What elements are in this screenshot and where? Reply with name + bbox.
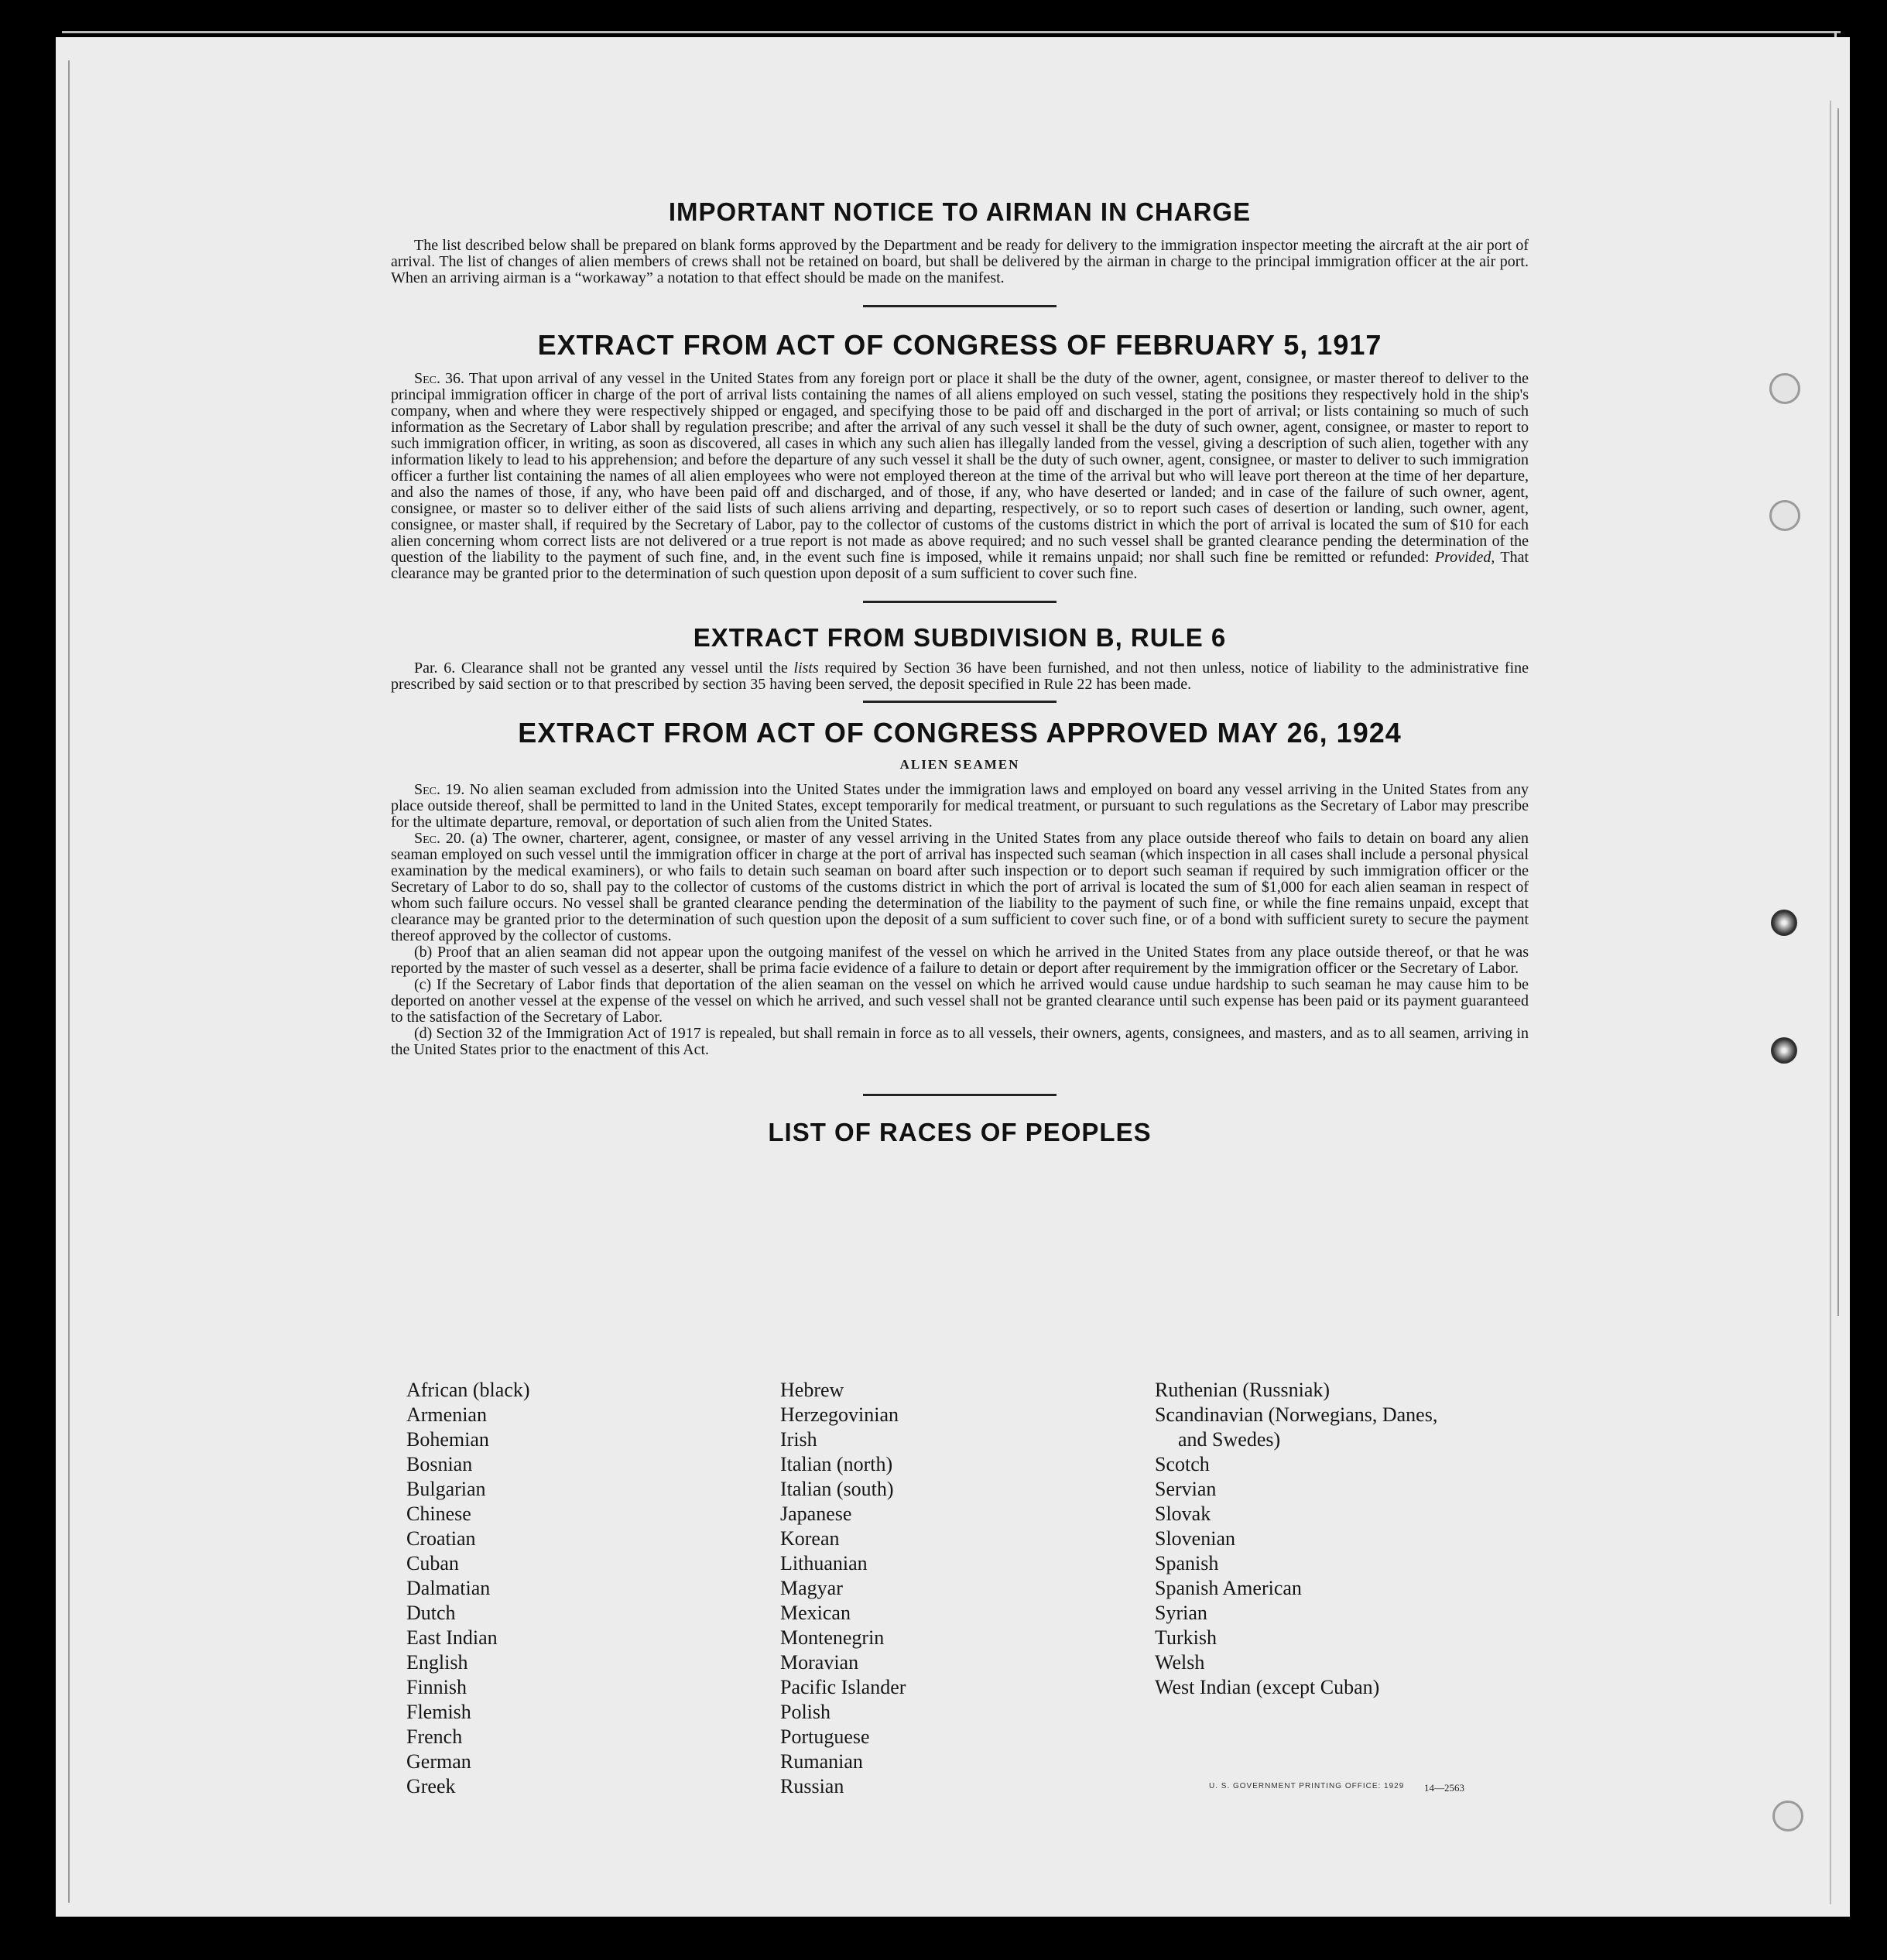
race-item: Montenegrin (780, 1626, 885, 1649)
race-item: English (406, 1651, 468, 1674)
race-item: Herzegovinian (780, 1403, 899, 1426)
race-item: Croatian (406, 1527, 476, 1550)
race-item: and Swedes) (1178, 1428, 1281, 1451)
race-item: German (406, 1750, 471, 1773)
race-item: Polish (780, 1701, 831, 1723)
act-1924-sec-20c: (c) If the Secretary of Labor finds that deportation of the alien seaman on the vessel on which he arrived would cause undue hardship to such seaman he may cause him to be deported on another vessel at the expense of the vessel on which he arrived, and such vessel shall not be granted clearance until such expense has been paid or its payment guaranteed to the satisfaction of the Secretary of Labor. (391, 976, 1529, 1026)
races-title: LIST OF RACES OF PEOPLES (768, 1118, 1152, 1146)
race-item: Korean (780, 1527, 840, 1550)
race-item: Armenian (406, 1403, 487, 1426)
notice-title: IMPORTANT NOTICE TO AIRMAN IN CHARGE (668, 197, 1252, 226)
page-edge (62, 31, 1841, 33)
rule-text: required by Section 36 have been furnished, and not then unless, notice of liability to the administrative fine prescribed by said section or to that prescribed by section 35 having been served, the deposit specified in Rule 22 has been made. (391, 660, 1529, 693)
race-item: Russian (780, 1775, 844, 1797)
race-item: Spanish (1155, 1552, 1219, 1575)
race-item: Syrian (1155, 1602, 1207, 1624)
race-item: Pacific Islander (780, 1676, 906, 1698)
divider (863, 1094, 1057, 1096)
race-item: Italian (south) (780, 1478, 894, 1500)
race-item: Bohemian (406, 1428, 489, 1451)
section-label: Sec. 36. (414, 370, 465, 387)
race-item: Slovenian (1155, 1527, 1235, 1550)
race-item: Magyar (780, 1577, 843, 1599)
punch-hole-icon (1769, 500, 1800, 531)
divider (863, 701, 1057, 703)
race-item: Servian (1155, 1478, 1217, 1500)
notice-body: The list described below shall be prepared on blank forms approved by the Department and be ready for delivery to the immigration inspector meeting the aircraft at the air port of arrival. The list of changes of alien members of crews shall not be retained on board, but shall be delivered by the airman in charge to the principal immigration officer at the air port. When an arriving airman is a “workaway” a notation to that effect should be made on the manifest. (391, 237, 1529, 286)
provided-word: Provided, (1434, 549, 1495, 566)
race-item: Irish (780, 1428, 817, 1451)
race-item: Hebrew (780, 1379, 844, 1401)
races-column-3 (1155, 1378, 1437, 1700)
races-column-2 (780, 1378, 906, 1799)
race-item: Rumanian (780, 1750, 863, 1773)
race-item: Cuban (406, 1552, 459, 1575)
race-item: Moravian (780, 1651, 859, 1674)
race-item: Greek (406, 1775, 456, 1797)
punch-hole-icon (1769, 373, 1800, 404)
section-label: Sec. 19. (414, 781, 465, 798)
race-item: West Indian (except Cuban) (1155, 1676, 1380, 1698)
race-item: Finnish (406, 1676, 467, 1698)
act-1917-title: EXTRACT FROM ACT OF CONGRESS OF FEBRUARY 5, 1917 (537, 329, 1382, 361)
lists-word: lists (793, 660, 819, 677)
rule-text: Par. 6. Clearance shall not be granted any vessel until the (414, 660, 788, 677)
race-item: Ruthenian (Russniak) (1155, 1379, 1330, 1401)
fastener-icon (1771, 910, 1797, 936)
race-item: Lithuanian (780, 1552, 868, 1575)
form-number: 14—2563 (1424, 1782, 1464, 1794)
section-text: That clearance may be granted prior to the determination of such question upon deposit of a sum sufficient to cover such fine. (391, 549, 1529, 582)
race-item: Italian (north) (780, 1453, 893, 1475)
divider (863, 601, 1057, 603)
section-text: No alien seaman excluded from admission into the United States under the immigration laws and employed on board any vessel arriving in the United States from any place outside thereof, shall be permitted to land in the United States, except temporarily for medical treatment, or pursuant to such regulations as the Secretary of Labor may prescribe for the ultimate departure, removal, or deportation of such alien from the United States. (391, 781, 1529, 831)
race-item: French (406, 1725, 463, 1748)
act-1924-sec-20a (391, 831, 1529, 944)
race-item: Spanish American (1155, 1577, 1302, 1599)
race-item: East Indian (406, 1626, 498, 1649)
race-item: Flemish (406, 1701, 471, 1723)
race-item: Slovak (1155, 1503, 1211, 1525)
rule-6-title: EXTRACT FROM SUBDIVISION B, RULE 6 (693, 623, 1227, 652)
race-item: Portuguese (780, 1725, 870, 1748)
rule-6-body (391, 660, 1529, 693)
fastener-icon (1771, 1037, 1797, 1064)
divider (863, 305, 1057, 307)
act-1924-sec-19 (391, 782, 1529, 831)
alien-seamen-subtitle: ALIEN SEAMEN (899, 757, 1020, 772)
act-1917-sec-36 (391, 371, 1529, 582)
race-item: Bosnian (406, 1453, 473, 1475)
race-item: Mexican (780, 1602, 851, 1624)
race-item: Scandinavian (Norwegians, Danes, (1155, 1403, 1438, 1426)
page-edge (1837, 108, 1839, 1316)
section-text: That upon arrival of any vessel in the United States from any foreign port or place it shall be the duty of the owner, agent, consignee, or master thereof to deliver to the principal immigration officer in charge of the port of arrival lists containing the names of all aliens employed on such vessel, stating the positions they respectively hold in the ship's company, when and where they were respectively shipped or engaged, and specifying those to be paid off and discharged in the port of arrival; or lists containing so much of such information as the Secretary of Labor shall by regulation prescribe; and after the arrival of any such vessel it shall be the duty of such owner, agent, consignee, or master to report to such immigration officer, in writing, as soon as discovered, all cases in which any such alien has illegally landed from the vessel, giving a description of such alien, together with any information likely to lead to his apprehension; and before the departure of any such vessel it shall be the duty of such owner, agent, consignee, or master to deliver to such immigration officer a further list containing the names of all alien employees who were not employed thereon at the time of the arrival but who will leave port thereon at the time of her departure, and also the names of those, if any, who have been paid off and discharged, and of those, if any, who have deserted or landed; and in case of the failure of such owner, agent, consignee, or master so to deliver either of the said lists of such aliens arriving and departing, respectively, or so to report such cases of desertion or landing, such owner, agent, consignee, or master shall, if required by the Secretary of Labor, pay to the collector of customs of the customs district in which the port of arrival is located the sum of $10 for each alien concerning whom correct lists are not delivered or a true report is not made as above required; and no such vessel shall be granted clearance pending the determination of the question of the liability to the payment of such fine, and, in the event such fine is imposed, while it remains unpaid; nor shall such fine be remitted or refunded: (391, 370, 1529, 566)
document-body (391, 197, 1529, 1147)
act-1924-sec-20b: (b) Proof that an alien seaman did not appear upon the outgoing manifest of the vessel on which he arrived in the United States from any place outside thereof, or that he was reported by the master of such vessel as a deserter, shall be prima facie evidence of a failure to detain or deport after requirement by the immigration officer or the Secretary of Labor. (391, 944, 1529, 977)
race-item: Chinese (406, 1503, 471, 1525)
race-item: Japanese (780, 1503, 852, 1525)
punch-hole-icon (1772, 1801, 1803, 1832)
section-label: Sec. 20. (414, 830, 465, 847)
races-column-1 (406, 1378, 530, 1799)
race-item: African (black) (406, 1379, 530, 1401)
race-item: Dutch (406, 1602, 456, 1624)
section-text: (a) The owner, charterer, agent, consignee, or master of any vessel arriving in the United States from any place outside thereof who fails to detain on board any alien seaman employed on such vessel until the immigration officer in charge at the port of arrival has inspected such seaman (which inspection in all cases shall include a personal physical examination by the medical examiners), or who fails to detain such seaman on board after such inspection or to deport such seaman if required by such immigration officer or the Secretary of Labor to do so, shall pay to the collector of customs of the customs district in which the port of arrival is located the sum of $1,000 for each alien seaman in respect of whom such failure occurs. No vessel shall be granted clearance pending the determination of the liability to the payment of such fine, or while the fine remains unpaid, except that clearance may be granted prior to the determination of such question upon the deposit of a sum sufficient to cover such fine, or of a bond with sufficient surety to secure the payment thereof approved by the collector of customs. (391, 830, 1529, 944)
page-edge (1830, 101, 1831, 1904)
race-item: Scotch (1155, 1453, 1210, 1475)
act-1924-sec-20d: (d) Section 32 of the Immigration Act of 1917 is repealed, but shall remain in force as to all vessels, their owners, agents, consignees, and masters, and as to all seamen, arriving in the United States prior to the enactment of this Act. (391, 1025, 1529, 1058)
act-1924-title: EXTRACT FROM ACT OF CONGRESS APPROVED MAY 26, 1924 (518, 717, 1402, 749)
race-item: Dalmatian (406, 1577, 491, 1599)
race-item: Turkish (1155, 1626, 1217, 1649)
race-item: Bulgarian (406, 1478, 486, 1500)
page-edge (68, 60, 70, 1903)
printer-imprint: U. S. GOVERNMENT PRINTING OFFICE: 1929 (1209, 1782, 1405, 1790)
race-item: Welsh (1155, 1651, 1205, 1674)
